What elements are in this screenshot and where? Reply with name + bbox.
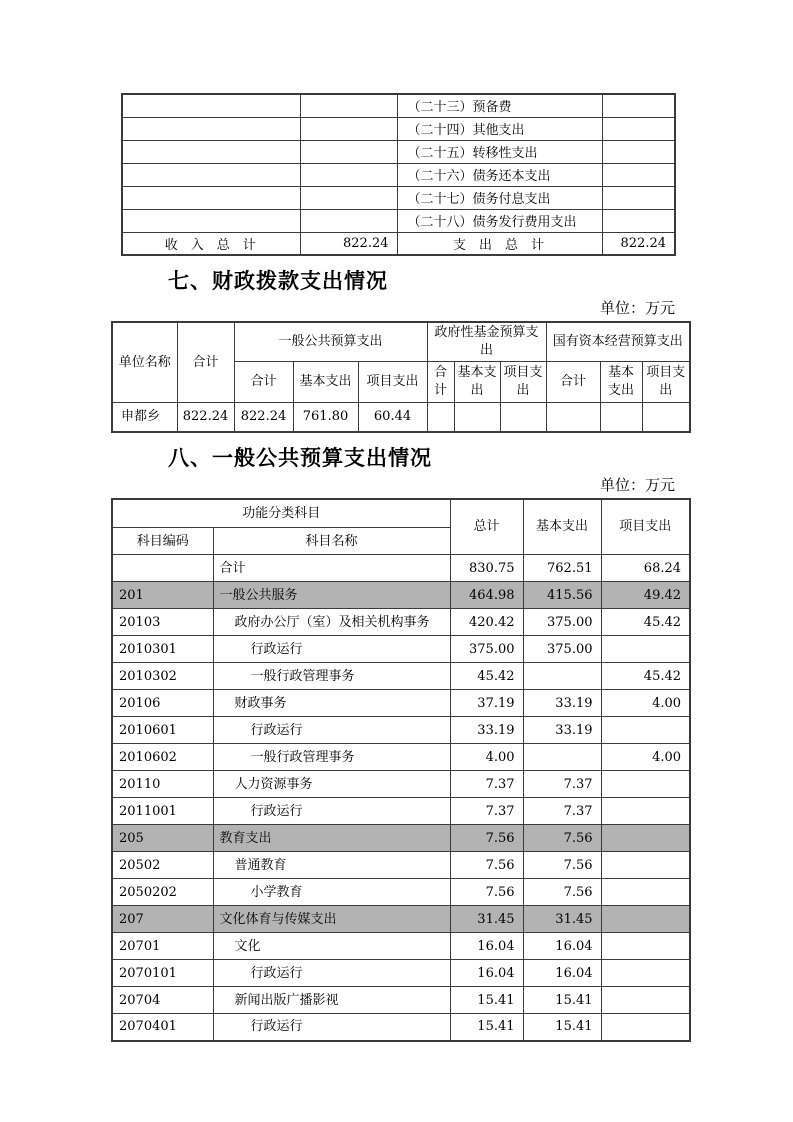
basic-expense-cell: 762.51 bbox=[523, 555, 601, 582]
basic-expense-cell: 415.56 bbox=[523, 582, 601, 609]
income-total-amount-cell: 822.24 bbox=[300, 232, 397, 255]
project-expense-cell: 68.24 bbox=[601, 555, 690, 582]
income-amount-cell bbox=[300, 94, 397, 117]
basic-expense-cell: 7.56 bbox=[523, 879, 601, 906]
subject-name-cell: 行政运行 bbox=[213, 1014, 450, 1041]
subject-code-header-cell: 科目编码 bbox=[112, 528, 213, 555]
subject-code-cell: 2010301 bbox=[112, 636, 213, 663]
total-cell: 33.19 bbox=[450, 717, 523, 744]
subject-code-cell: 2010601 bbox=[112, 717, 213, 744]
subject-code-cell: 20502 bbox=[112, 852, 213, 879]
subject-name-cell: 教育支出 bbox=[213, 825, 450, 852]
income-amount-cell bbox=[300, 163, 397, 186]
subject-name-cell: 一般公共服务 bbox=[213, 582, 450, 609]
section-8-title: 八、一般公共预算支出情况 bbox=[168, 445, 432, 470]
table-row bbox=[112, 636, 690, 663]
unit-name-header-cell: 单位名称 bbox=[112, 322, 177, 403]
subject-name-cell: 普通教育 bbox=[213, 852, 450, 879]
subtotal-header-cell: 合计 bbox=[234, 362, 293, 403]
subject-name-cell: 行政运行 bbox=[213, 717, 450, 744]
grand-total-header-cell: 合计 bbox=[177, 322, 234, 403]
expense-item-cell: （二十三）预备费 bbox=[397, 94, 602, 117]
project-expense-cell: 4.00 bbox=[601, 744, 690, 771]
expense-item-cell: （二十四）其他支出 bbox=[397, 117, 602, 140]
basic-expense-cell: 16.04 bbox=[523, 933, 601, 960]
subject-code-cell: 20110 bbox=[112, 771, 213, 798]
project-expense-cell bbox=[601, 960, 690, 987]
table-row bbox=[112, 690, 690, 717]
project-expense-cell: 45.42 bbox=[601, 663, 690, 690]
government-fund-budget-group-header: 政府性基金预算支出 bbox=[427, 322, 546, 362]
subject-name-header-cell: 科目名称 bbox=[213, 528, 450, 555]
table-row-highlighted bbox=[112, 825, 690, 852]
subject-code-cell: 207 bbox=[112, 906, 213, 933]
total-cell: 15.41 bbox=[450, 987, 523, 1014]
total-cell: 464.98 bbox=[450, 582, 523, 609]
unit-label-section7: 单位：万元 bbox=[599, 299, 675, 317]
subject-name-cell: 人力资源事务 bbox=[213, 771, 450, 798]
project-expense-header-cell: 项目支出 bbox=[500, 362, 546, 403]
total-cell: 4.00 bbox=[450, 744, 523, 771]
section-7-title: 七、财政拨款支出情况 bbox=[168, 269, 388, 293]
state-capital-budget-group-header: 国有资本经营预算支出 bbox=[546, 322, 690, 362]
basic-expense-cell: 33.19 bbox=[523, 690, 601, 717]
subject-code-cell: 205 bbox=[112, 825, 213, 852]
amount-cell bbox=[600, 403, 642, 432]
project-expense-cell bbox=[601, 879, 690, 906]
amount-cell: 822.24 bbox=[234, 403, 293, 432]
expense-amount-cell bbox=[602, 163, 675, 186]
subject-name-cell: 政府办公厅（室）及相关机构事务 bbox=[213, 609, 450, 636]
amount-cell: 822.24 bbox=[177, 403, 234, 432]
subject-code-cell: 2010602 bbox=[112, 744, 213, 771]
subject-code-cell: 2011001 bbox=[112, 798, 213, 825]
basic-expense-cell: 375.00 bbox=[523, 636, 601, 663]
basic-expense-cell: 375.00 bbox=[523, 609, 601, 636]
total-cell: 7.37 bbox=[450, 798, 523, 825]
subject-name-cell: 文化体育与传媒支出 bbox=[213, 906, 450, 933]
subject-code-cell bbox=[112, 555, 213, 582]
basic-expense-cell: 15.41 bbox=[523, 987, 601, 1014]
basic-expense-cell bbox=[523, 663, 601, 690]
table-row bbox=[112, 960, 690, 987]
table-row bbox=[112, 798, 690, 825]
project-expense-cell bbox=[601, 906, 690, 933]
subject-name-cell: 行政运行 bbox=[213, 960, 450, 987]
income-amount-cell bbox=[300, 140, 397, 163]
total-cell: 7.56 bbox=[450, 852, 523, 879]
table-row bbox=[112, 403, 690, 432]
basic-expense-header-cell: 基本支出 bbox=[523, 499, 601, 555]
general-public-budget-expense-table bbox=[111, 498, 691, 1042]
table-row bbox=[122, 140, 675, 163]
income-item-cell bbox=[122, 186, 300, 209]
subject-code-cell: 20103 bbox=[112, 609, 213, 636]
amount-cell bbox=[546, 403, 600, 432]
subject-code-cell: 201 bbox=[112, 582, 213, 609]
project-expense-header-cell: 项目支出 bbox=[358, 362, 427, 403]
income-expense-summary-table bbox=[121, 93, 676, 256]
subject-name-cell: 一般行政管理事务 bbox=[213, 663, 450, 690]
expense-item-cell: （二十八）债务发行费用支出 bbox=[397, 209, 602, 232]
function-category-header-cell: 功能分类科目 bbox=[112, 499, 450, 528]
table-row bbox=[112, 933, 690, 960]
basic-expense-cell: 16.04 bbox=[523, 960, 601, 987]
total-cell: 37.19 bbox=[450, 690, 523, 717]
project-expense-cell bbox=[601, 987, 690, 1014]
table-row bbox=[112, 852, 690, 879]
subtotal-header-cell: 合计 bbox=[427, 362, 454, 403]
subject-name-cell: 行政运行 bbox=[213, 798, 450, 825]
subject-name-cell: 小学教育 bbox=[213, 879, 450, 906]
total-cell: 7.56 bbox=[450, 825, 523, 852]
expense-item-cell: （二十六）债务还本支出 bbox=[397, 163, 602, 186]
table-row-highlighted bbox=[112, 582, 690, 609]
project-expense-header-cell: 项目支出 bbox=[642, 362, 690, 403]
amount-cell bbox=[427, 403, 454, 432]
subtotal-header-cell: 合计 bbox=[546, 362, 600, 403]
basic-expense-cell: 7.56 bbox=[523, 825, 601, 852]
basic-expense-cell: 7.37 bbox=[523, 798, 601, 825]
basic-expense-cell: 7.37 bbox=[523, 771, 601, 798]
unit-name-cell: 申都乡 bbox=[112, 403, 177, 432]
income-amount-cell bbox=[300, 186, 397, 209]
subject-name-cell: 财政事务 bbox=[213, 690, 450, 717]
subject-name-cell: 行政运行 bbox=[213, 636, 450, 663]
total-cell: 31.45 bbox=[450, 906, 523, 933]
project-expense-cell bbox=[601, 825, 690, 852]
total-cell: 16.04 bbox=[450, 960, 523, 987]
expense-amount-cell bbox=[602, 140, 675, 163]
total-cell: 375.00 bbox=[450, 636, 523, 663]
income-item-cell bbox=[122, 209, 300, 232]
subject-code-cell: 2070401 bbox=[112, 1014, 213, 1041]
table-header-row bbox=[112, 322, 690, 362]
project-expense-cell: 45.42 bbox=[601, 609, 690, 636]
table-row bbox=[112, 744, 690, 771]
table-row bbox=[112, 1014, 690, 1041]
total-cell: 7.56 bbox=[450, 879, 523, 906]
subject-name-cell: 文化 bbox=[213, 933, 450, 960]
total-cell: 15.41 bbox=[450, 1014, 523, 1041]
project-expense-cell: 49.42 bbox=[601, 582, 690, 609]
table-row bbox=[112, 987, 690, 1014]
project-expense-cell bbox=[601, 852, 690, 879]
project-expense-cell bbox=[601, 933, 690, 960]
total-cell: 16.04 bbox=[450, 933, 523, 960]
subject-name-cell: 合计 bbox=[213, 555, 450, 582]
amount-cell: 761.80 bbox=[293, 403, 358, 432]
basic-expense-cell bbox=[523, 744, 601, 771]
income-amount-cell bbox=[300, 117, 397, 140]
table-row bbox=[122, 117, 675, 140]
total-cell: 420.42 bbox=[450, 609, 523, 636]
subject-code-cell: 20704 bbox=[112, 987, 213, 1014]
table-header-row bbox=[112, 499, 690, 528]
total-cell: 7.37 bbox=[450, 771, 523, 798]
project-expense-cell bbox=[601, 717, 690, 744]
amount-cell: 60.44 bbox=[358, 403, 427, 432]
basic-expense-header-cell: 基本支出 bbox=[600, 362, 642, 403]
amount-cell bbox=[642, 403, 690, 432]
table-row bbox=[122, 209, 675, 232]
table-total-row bbox=[122, 232, 675, 255]
project-expense-cell bbox=[601, 1014, 690, 1041]
project-expense-cell bbox=[601, 636, 690, 663]
subject-code-cell: 20106 bbox=[112, 690, 213, 717]
subject-name-cell: 新闻出版广播影视 bbox=[213, 987, 450, 1014]
basic-expense-cell: 15.41 bbox=[523, 1014, 601, 1041]
table-row bbox=[112, 609, 690, 636]
table-row bbox=[112, 663, 690, 690]
subject-code-cell: 20701 bbox=[112, 933, 213, 960]
total-cell: 45.42 bbox=[450, 663, 523, 690]
expense-item-cell: （二十七）债务付息支出 bbox=[397, 186, 602, 209]
total-cell: 830.75 bbox=[450, 555, 523, 582]
table-row-highlighted bbox=[112, 906, 690, 933]
amount-cell bbox=[500, 403, 546, 432]
expense-total-label-cell: 支 出 总 计 bbox=[397, 232, 602, 255]
table-row bbox=[112, 555, 690, 582]
income-item-cell bbox=[122, 163, 300, 186]
basic-expense-header-cell: 基本支出 bbox=[293, 362, 358, 403]
project-expense-cell: 4.00 bbox=[601, 690, 690, 717]
basic-expense-cell: 33.19 bbox=[523, 717, 601, 744]
subject-code-cell: 2050202 bbox=[112, 879, 213, 906]
basic-expense-cell: 7.56 bbox=[523, 852, 601, 879]
general-public-budget-group-header: 一般公共预算支出 bbox=[234, 322, 427, 362]
basic-expense-header-cell: 基本支出 bbox=[454, 362, 500, 403]
project-expense-cell bbox=[601, 798, 690, 825]
table-row bbox=[112, 771, 690, 798]
subject-code-cell: 2070101 bbox=[112, 960, 213, 987]
expense-total-amount-cell: 822.24 bbox=[602, 232, 675, 255]
project-expense-header-cell: 项目支出 bbox=[601, 499, 690, 555]
expense-amount-cell bbox=[602, 186, 675, 209]
expense-amount-cell bbox=[602, 209, 675, 232]
amount-cell bbox=[454, 403, 500, 432]
total-header-cell: 总计 bbox=[450, 499, 523, 555]
income-item-cell bbox=[122, 117, 300, 140]
unit-label-section8: 单位：万元 bbox=[599, 475, 675, 494]
table-row bbox=[122, 94, 675, 117]
table-row bbox=[112, 717, 690, 744]
income-item-cell bbox=[122, 140, 300, 163]
expense-amount-cell bbox=[602, 94, 675, 117]
subject-name-cell: 一般行政管理事务 bbox=[213, 744, 450, 771]
income-item-cell bbox=[122, 94, 300, 117]
project-expense-cell bbox=[601, 771, 690, 798]
income-total-label-cell: 收 入 总 计 bbox=[122, 232, 300, 255]
basic-expense-cell: 31.45 bbox=[523, 906, 601, 933]
table-row bbox=[112, 879, 690, 906]
expense-amount-cell bbox=[602, 117, 675, 140]
expense-item-cell: （二十五）转移性支出 bbox=[397, 140, 602, 163]
subject-code-cell: 2010302 bbox=[112, 663, 213, 690]
income-amount-cell bbox=[300, 209, 397, 232]
table-row bbox=[122, 163, 675, 186]
fiscal-appropriation-expense-table bbox=[111, 321, 691, 433]
table-row bbox=[122, 186, 675, 209]
